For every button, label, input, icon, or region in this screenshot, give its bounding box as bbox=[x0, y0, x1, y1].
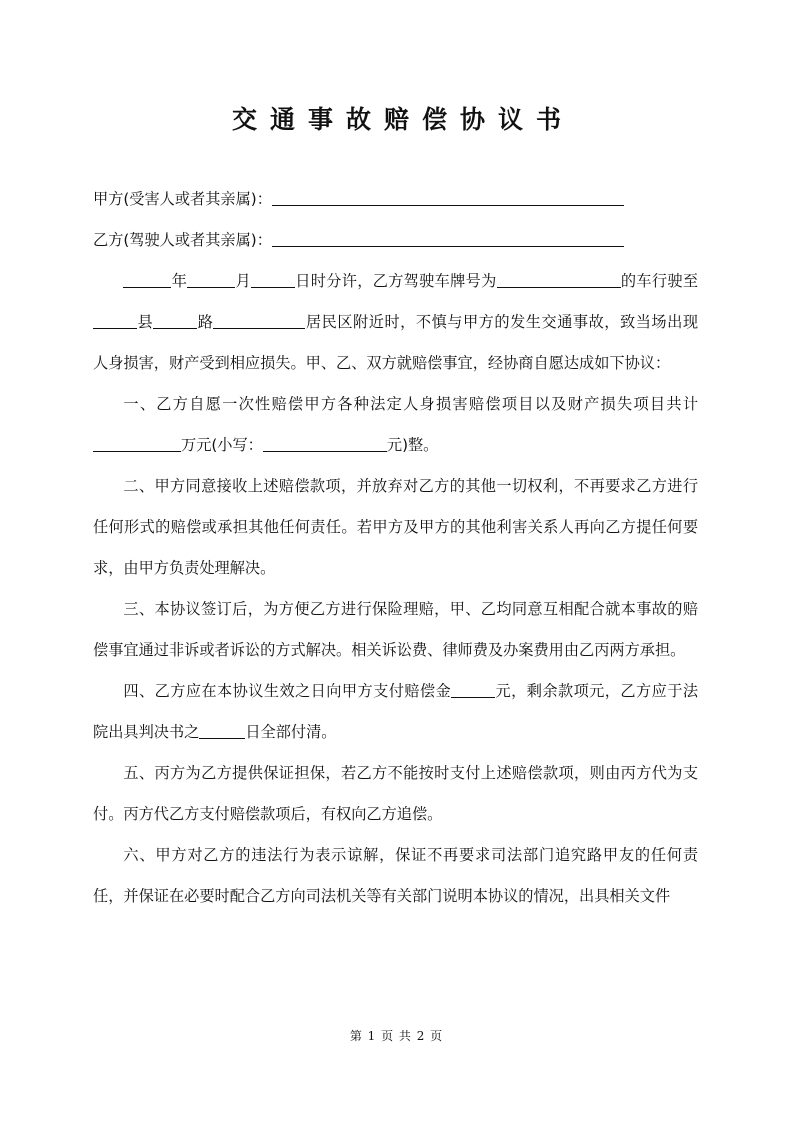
road-blank bbox=[153, 312, 197, 329]
party-a-label: 甲方(受害人或者其亲属)： bbox=[93, 190, 272, 208]
amount-number-blank bbox=[263, 435, 387, 452]
day-blank bbox=[251, 271, 295, 288]
clause-2: 二、甲方同意接收上述赔偿款项，并放弃对乙方的其他一切权利，不再要求乙方进行任何形式的赔偿或承担其他任何责任。若甲方及甲方的其他利害关系人再向乙方提任何要求，由甲方负责处理解决。 bbox=[93, 477, 698, 577]
year-blank bbox=[123, 271, 171, 288]
clause-4: 四、乙方应在本协议生效之日向甲方支付赔偿金 元，剩余款项元，乙方应于法院出具判决书之 日全部付清。 bbox=[93, 682, 699, 741]
deadline-blank bbox=[199, 722, 245, 739]
document-title: 交通事故赔偿协议书 bbox=[231, 105, 574, 134]
party-a-line bbox=[93, 179, 698, 220]
intro-paragraph: 年 月 日时分许，乙方驾驶车牌号为 的车行驶至县 路 居民区附近时，不慎与甲方的发生交通事故，致当场出现人身损害，财产受到相应损失。甲、乙、双方就赔偿事宜，经协商自愿达成如下协议： bbox=[93, 272, 699, 372]
plate-number-blank bbox=[497, 271, 621, 288]
clause-3: 三、本协议签订后，为方便乙方进行保险理赔，甲、乙均同意互相配合就本事故的赔偿事宜通过非诉或者诉讼的方式解决。相关诉讼费、律师费及办案费用由乙丙两方承担。 bbox=[93, 600, 698, 659]
party-a-blank bbox=[272, 189, 624, 206]
payment-blank bbox=[451, 681, 495, 698]
county-blank bbox=[93, 312, 137, 329]
party-b-blank bbox=[272, 230, 624, 247]
location-blank bbox=[213, 312, 305, 329]
party-b-line bbox=[93, 220, 698, 261]
party-b-label: 乙方(驾驶人或者其亲属)： bbox=[93, 231, 272, 249]
month-blank bbox=[187, 271, 235, 288]
document-body bbox=[93, 179, 698, 917]
clause-6: 六、甲方对乙方的违法行为表示谅解，保证不再要求司法部门追究路甲友的任何责任，并保证在必要时配合乙方向司法机关等有关部门说明本协议的情况，出具相关文件 bbox=[93, 846, 698, 905]
amount-wan-blank bbox=[93, 435, 181, 452]
clause-1: 一、乙方自愿一次性赔偿甲方各种法定人身损害赔偿项目以及财产损失项目共计万元(小写： 元)整。 bbox=[93, 384, 698, 466]
clause-5: 五、丙方为乙方提供保证担保，若乙方不能按时支付上述赔偿款项，则由丙方代为支付。丙方代乙方支付赔偿款项后，有权向乙方追偿。 bbox=[93, 764, 698, 823]
page-number: 第 1 页 共 2 页 bbox=[349, 1029, 444, 1043]
